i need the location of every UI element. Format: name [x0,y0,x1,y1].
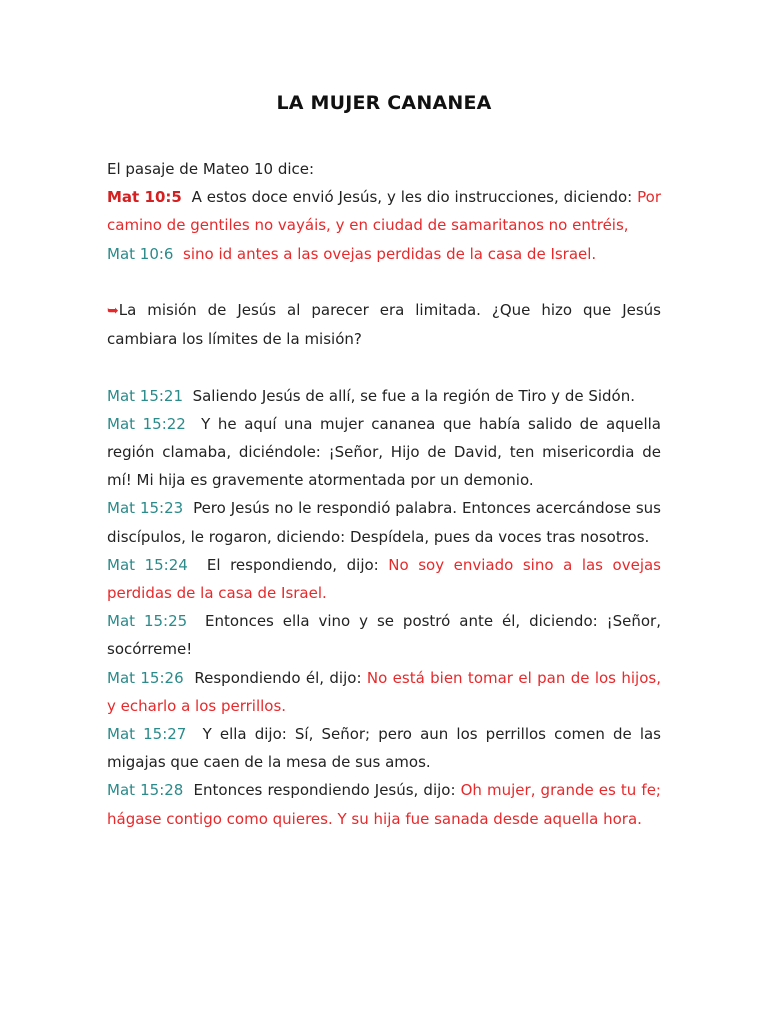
paragraph-spacer [107,268,661,296]
verse-reference: Mat 10:6 [107,244,174,263]
verse-text: El respondiendo, dijo: [206,555,379,574]
verse-quote: Por camino de gentiles no vayáis, y en ciudad de samaritanos no entréis, [107,188,661,235]
verse-text: Entonces ella vino y se postró ante él, diciendo: ¡Señor, socórreme! [107,612,661,659]
verse-text: Entonces respondiendo Jesús, dijo: [193,781,456,800]
verse-text: Y he aquí una mujer cananea que había salido de aquella región clamaba, diciéndole: ¡Señor, Hijo de David, ten misericordia de mí! Mi hija es gravemente atormentada por un demonio. [107,414,661,490]
verse-reference: Mat 15:24 [107,555,188,574]
verse-reference: Mat 15:26 [107,668,184,687]
verse-mat-10-5 [107,183,661,239]
verse-mat-15-22 [107,410,661,495]
verse-mat-15-23 [107,494,661,550]
page-title: LA MUJER CANANEA [276,92,492,114]
verse-quote: No está bien tomar el pan de los hijos, y echarlo a los perrillos. [107,668,661,715]
verse-reference: Mat 15:28 [107,781,184,800]
intro-paragraph: El pasaje de Mateo 10 dice: [107,160,315,178]
verse-mat-15-27 [107,720,661,776]
document-body [107,155,661,833]
paragraph-spacer [107,353,661,381]
verse-text: Saliendo Jesús de allí, se fue a la región de Tiro y de Sidón. [192,386,636,405]
verse-text: Respondiendo él, dijo: [194,668,362,687]
verse-reference: Mat 10:5 [107,188,182,207]
verse-reference: Mat 15:21 [107,386,184,405]
document-page [107,0,661,833]
verse-reference: Mat 15:22 [107,414,186,433]
verse-reference: Mat 15:23 [107,499,184,518]
verse-text: Y ella dijo: Sí, Señor; pero aun los perrillos comen de las migajas que caen de la mesa de sus amos. [107,725,661,772]
verse-quote: No soy enviado sino a las ovejas perdidas de la casa de Israel. [107,555,661,603]
question-paragraph [107,296,661,353]
verse-mat-15-24 [107,551,661,607]
verse-quote: sino id antes a las ovejas perdidas de la casa de Israel. [183,244,597,263]
arrow-bullet-icon: ➥ [107,303,119,319]
verse-reference: Mat 15:25 [107,612,188,631]
verse-quote: Oh mujer, grande es tu fe; hágase contigo como quieres. Y su hija fue sanada desde aquella hora. [107,781,661,828]
question-text: La misión de Jesús al parecer era limitada. ¿Que hizo que Jesús cambiara los límites de la misión? [107,301,661,349]
verse-mat-10-6 [107,240,661,268]
verse-text: Pero Jesús no le respondió palabra. Entonces acercándose sus discípulos, le rogaron, diciendo: Despídela, pues da voces tras nosotros. [107,499,661,546]
verse-mat-15-28 [107,776,661,832]
verse-mat-15-21 [107,382,661,410]
verse-mat-15-25 [107,607,661,663]
verse-reference: Mat 15:27 [107,725,187,744]
verse-mat-15-26 [107,664,661,720]
verse-text: A estos doce envió Jesús, y les dio instrucciones, diciendo: [191,188,633,207]
